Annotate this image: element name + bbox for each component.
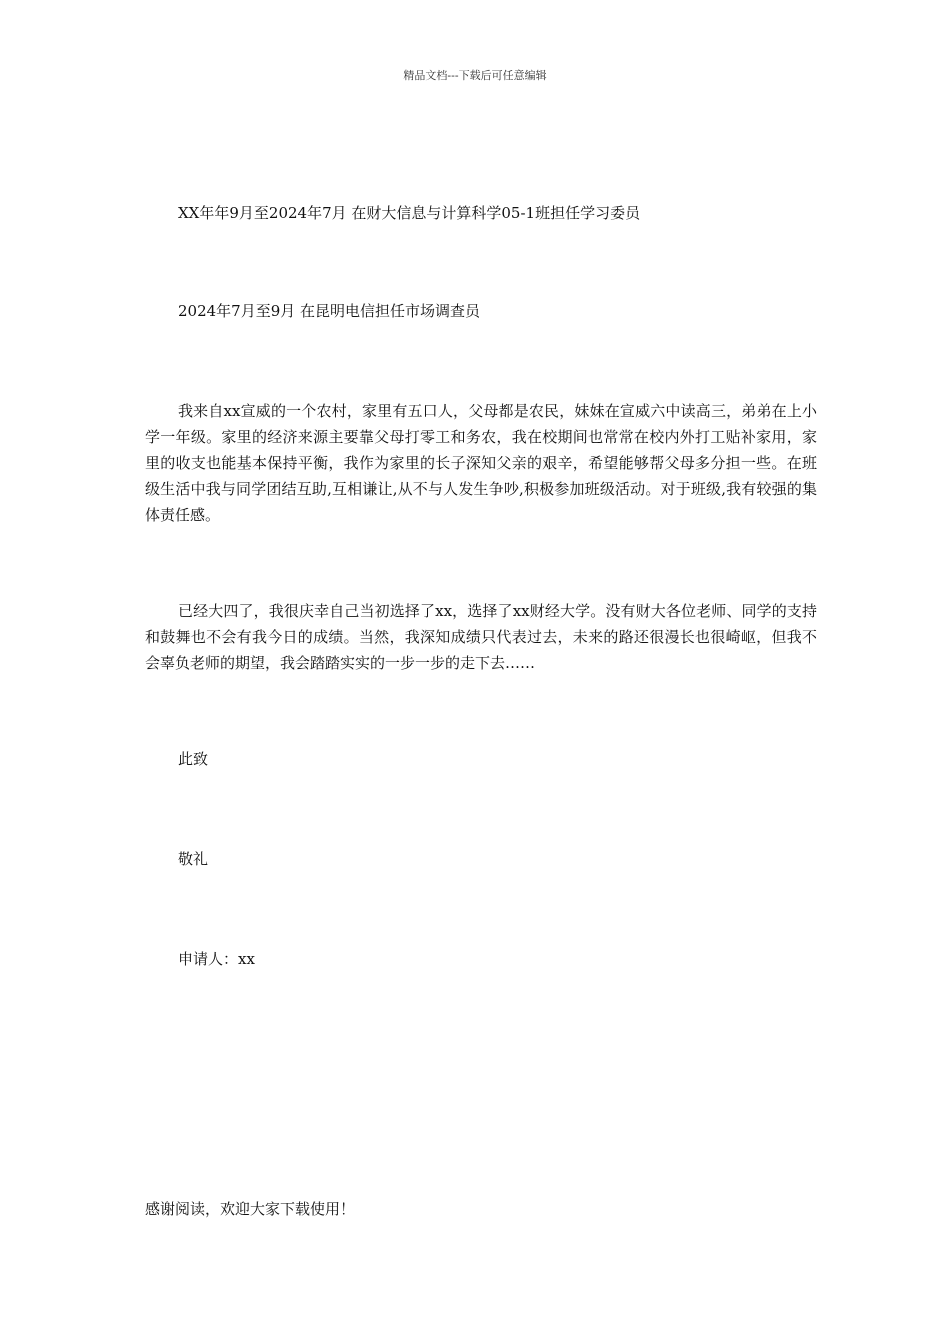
applicant-signature: 申请人：xx	[178, 950, 255, 968]
page-header: 精品文档---下载后可任意编辑	[403, 69, 547, 82]
closing-respect: 敬礼	[178, 850, 209, 868]
experience-line-2: 2024年7月至9月 在昆明电信担任市场调查员	[178, 302, 481, 320]
page-footer: 感谢阅读，欢迎大家下载使用！	[145, 1200, 356, 1218]
paragraph-family-background: 我来自xx宣威的一个农村，家里有五口人，父母都是农民，妹妹在宣威六中读高三，弟弟在上小学一年级。家里的经济来源主要靠父母打零工和务农，我在校期间也常常在校内外打工贴补家用，家里的收支也能基本保持平衡，我作为家里的长子深知父亲的艰辛，希望能够帮父母多分担一些。在班级生活中我与同学团结互助,互相谦让,从不与人发生争吵,积极参加班级活动。对于班级,我有较强的集体责任感。	[145, 402, 817, 524]
experience-line-1: XX年年9月至2024年7月 在财大信息与计算科学05-1班担任学习委员	[178, 204, 641, 222]
paragraph-reflection: 已经大四了，我很庆幸自己当初选择了xx，选择了xx财经大学。没有财大各位老师、同学的支持和鼓舞也不会有我今日的成绩。当然，我深知成绩只代表过去，未来的路还很漫长也很崎岖，但我不会辜负老师的期望，我会踏踏实实的一步一步的走下去……	[145, 602, 817, 672]
closing-salutation: 此致	[178, 750, 209, 768]
